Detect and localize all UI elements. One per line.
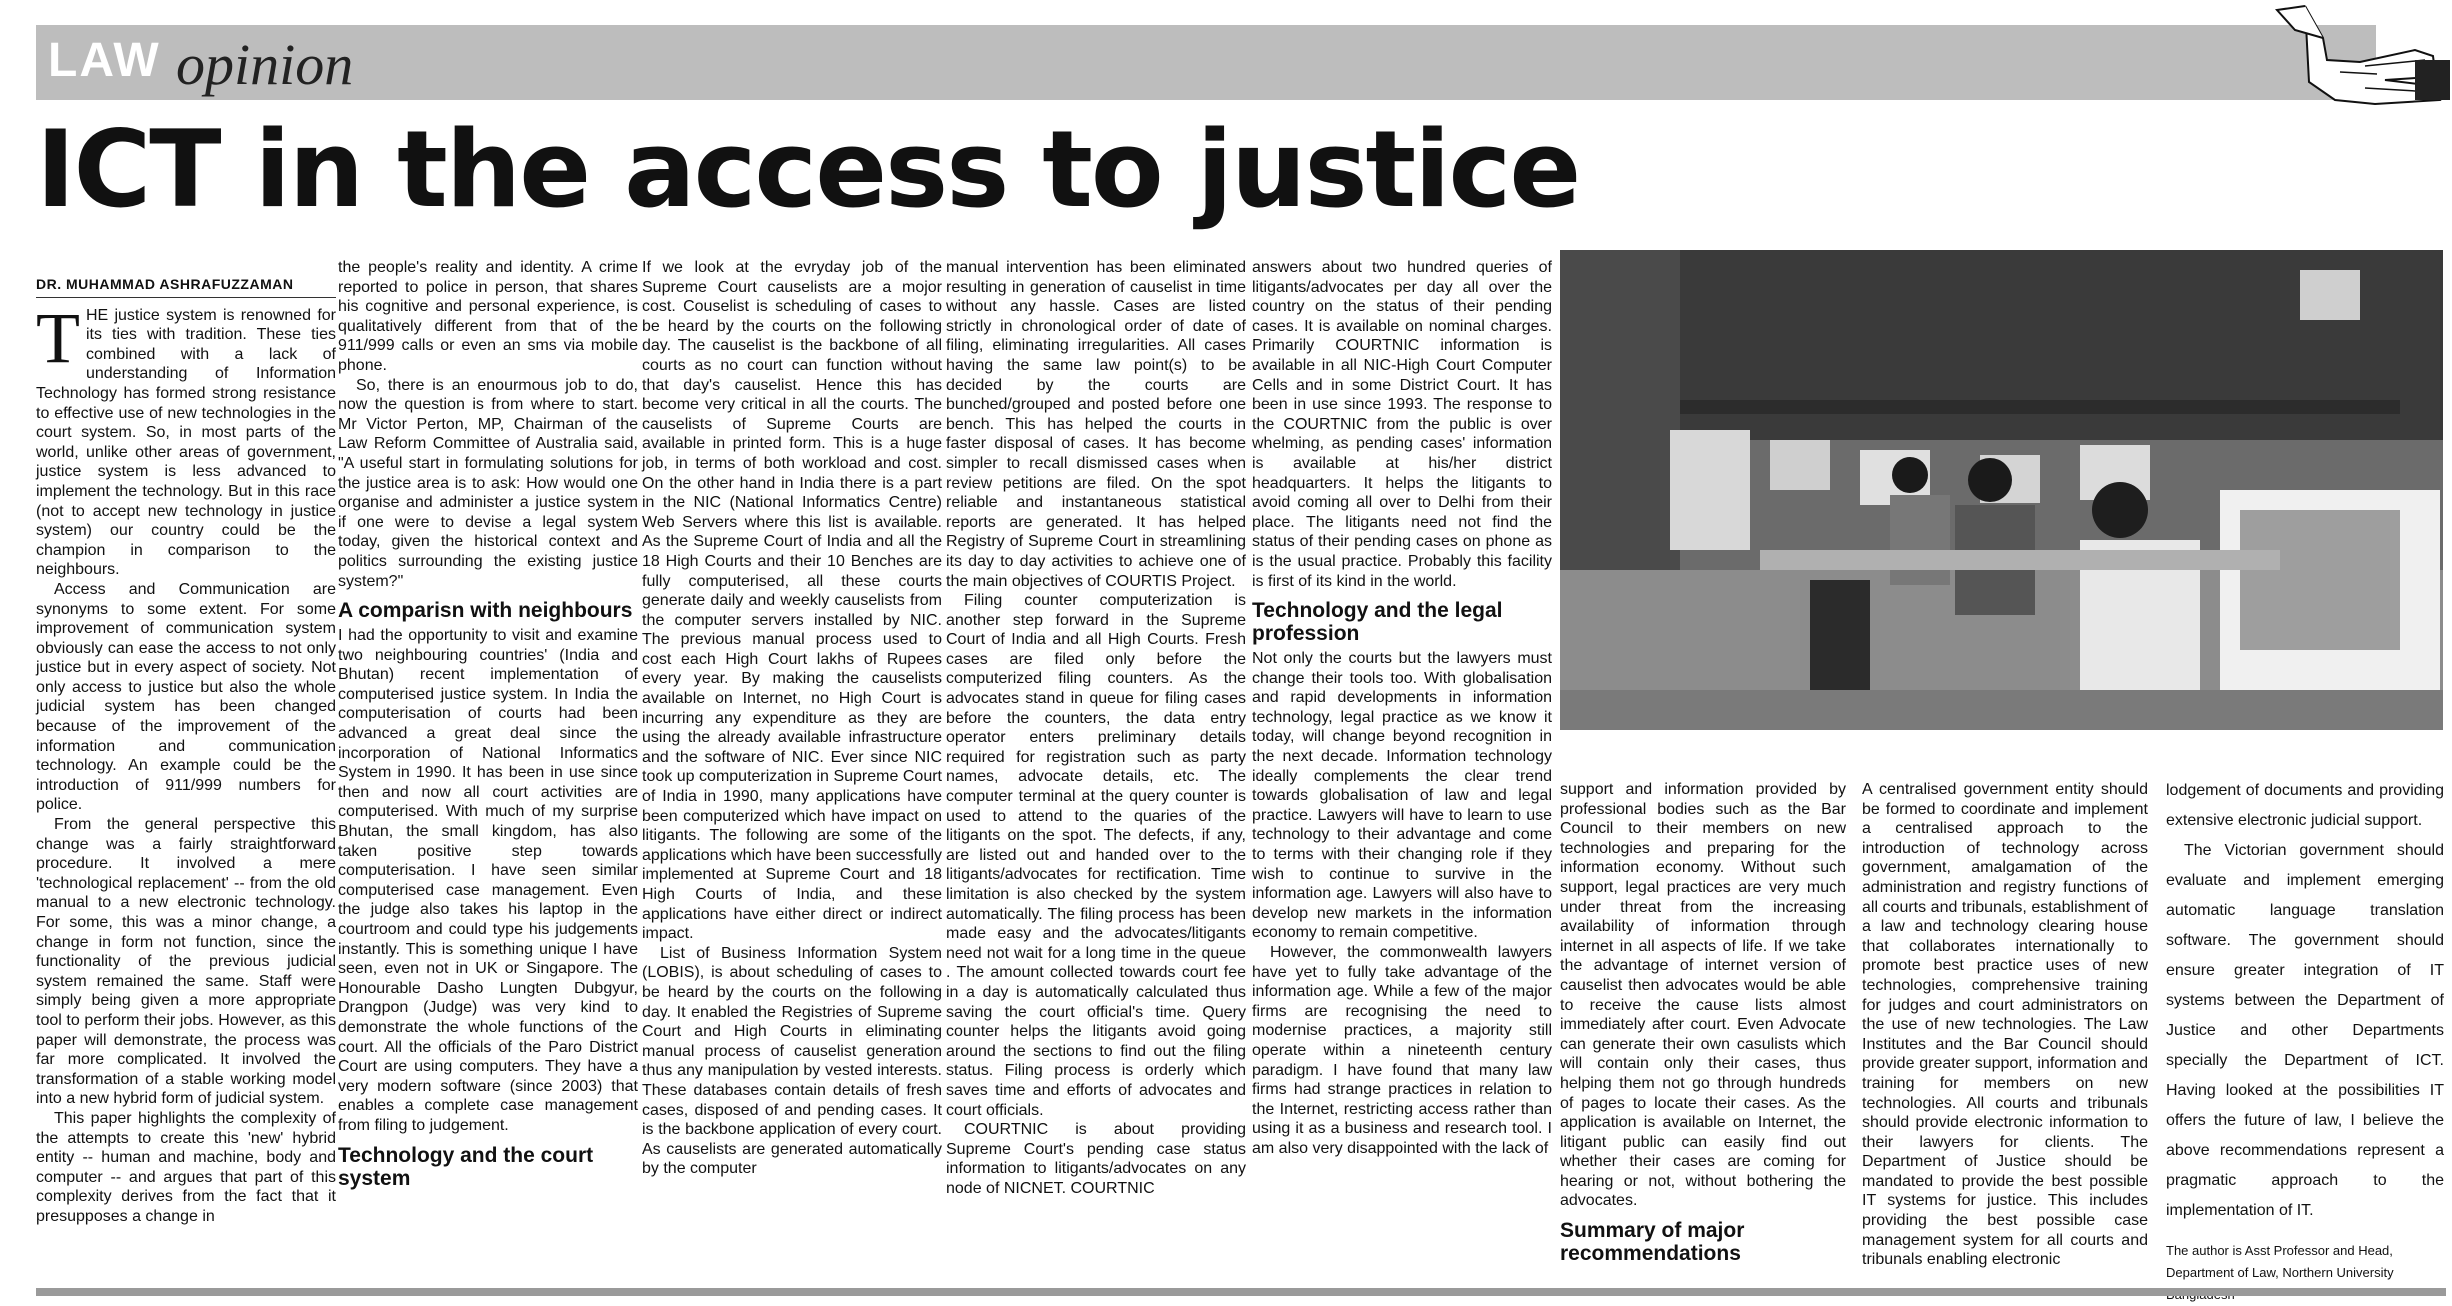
- footer-rule: [36, 1288, 2446, 1296]
- article-column-1: [36, 275, 336, 1227]
- paragraph: A centralised government entity should be formed to coordinate and implement a centralised approach to the introduction of technology across government, amalgamation of the administration and registry functions of all courts and tribunals, establishment of a law and technology clearing house that collaborates internationally to promote best practice uses of new technologies, comprehensive training for judges and court administrators on the use of new technologies. The Law Institutes and the Bar Council should provide greater support, information and training for members on new technologies. All courts and tribunals should provide electronic information to their lawyers for clients. The Department of Justice should be mandated to provide the best possible IT systems for justice. This includes providing the best possible case management system for all courts and tribunals enabling electronic: [1862, 781, 2148, 1269]
- paragraph: Not only the courts but the lawyers must change their tools too. With globalisation and rapid developments in information technology, legal practice as we know it today, will change beyond recognition in the next decade. Information technology ideally complements the clear trend towards globalisation of law and legal practice. Lawyers will have to learn to use technology to their advantage and come to terms with their changing role if they wish to continue to survive in the information age. Lawyers will also have to develop new markets in the information economy to remain competitive.: [1252, 650, 1552, 942]
- paragraph: manual intervention has been eliminated resulting in generation of causelist in time without any hassle. Cases are listed strictly in chronological order of date of filing, eliminating irregularities. All cases having the same law point(s) to be decided by the courts are bunched/grouped and posted before one bench. This has helped the courts in faster disposal of cases. It has become simpler to recall dismissed cases when review petitions are filed. On the spot reliable and instantaneous statistical reports are generated. It has helped Registry of Supreme Court in streamlining its day to day activities to achieve one of the main objectives of COURTIS Project.: [946, 259, 1246, 590]
- section-label-opinion: opinion: [176, 32, 354, 97]
- article-headline: ICT in the access to justice: [36, 108, 1580, 231]
- article-column-8: [2166, 776, 2444, 1306]
- paragraph: This paper highlights the complexity of the attempts to create this 'new' hybrid entity -- human and machine, body and computer -- and argues that part of this complexity derives from the fact that it presupposes a change in: [36, 1109, 336, 1225]
- pointing-hand-icon: [2265, 0, 2450, 110]
- article-column-7: [1862, 780, 2148, 1270]
- paragraph: The Victorian government should evaluate and implement emerging automatic language translation software. The government should ensure greater integration of IT systems between the Department of Justice and other Departments specially the Department of ICT. Having looked at the possibilities IT offers the future of law, I believe the above recommendations represent a pragmatic approach to the implementation of IT.: [2166, 842, 2444, 1219]
- paragraph: If we look at the evryday job of the Supreme Court causelists are a mojor cost. Couselist is scheduling of cases to be heard by the courts on the following day. The causelist is the backbone of all courts as no court can function without that day's causelist. Hence this has become very critical in all the courts. The causelists of Supreme Courts are available in printed form. This is a huge job, in terms of both workload and cost. On the other hand in India there is a part in the NIC (National Informatics Centre) Web Servers where this list is available. As the Supreme Court of India and all the 18 High Courts and their 10 Benches are fully computerised, all these courts generate daily and weekly causelists from the computer servers installed by NIC. The previous manual process used to cost each High Court lakhs of Rupees every year. By making the causelists available on Internet, no High Court is incurring any expenditure as they are using the already available infrastructure and the software of NIC. Ever since NIC took up computerization in Supreme Court of India in 1990, many applications have been computerized which have impact on litigants. The following are some of the applications which have been successfully implemented at Supreme Court and 18 High Courts of India, and these applications have either direct or indirect impact.: [642, 259, 942, 943]
- subhead-court-system: Technology and the court system: [338, 1143, 594, 1190]
- drop-cap: T: [36, 297, 80, 378]
- paragraph: Filing counter computerization is another step forward in the Supreme Court of India and all High Courts. Fresh cases are filed only before the computerized filing counters. As the advocates stand in queue for filing cases before the counters, the data entry operator enters preliminary details required for registration such as party names, advocate details, etc. The computer terminal at the query counter is used to attend to the quaries of the litigants on the spot. The defects, if any, are listed out and handed over to the litigants/advocates for rectification. Time limitation is also checked by the system automatically. The filing process has been made easy and the advocates/litigants need not wait for a long time in the queue . The amount collected towards court fee in a day is automatically calculated thus saving the court official's time. Query counter helps the litigants avoid going around the sections to find out the filing status. Filing process is orderly which saves time and efforts of advocates and court officials.: [946, 592, 1246, 1119]
- byline: DR. MUHAMMAD ASHRAFUZZAMAN: [36, 275, 336, 298]
- paragraph: I had the opportunity to visit and examine two neighbouring countries' (India and Bhutan) recent implementation of computerised justice system. In India the computerisation of courts had been advanced a great deal since the incorporation of National Informatics System in 1990. It has been in use since then and now all court activities are computerised. With much of my surprise Bhutan, the small kingdom, has also taken positive step towards computerisation. I have seen similar computerised case management. Even the judge also takes his laptop in the courtroom and could type his judgements instantly. This is something unique I have seen, even not in UK or Singapore. The Honourable Dasho Lungten Dubgyur, Drangpon (Judge) was very kind to demonstrate the whole functions of the court. All the officials of the Paro District Court are using computers. They have a very modern software (since 2003) that enables a complete case management from filing to judgement.: [338, 627, 638, 1134]
- subhead-comparison: A comparisn with neighbours: [338, 599, 633, 623]
- paragraph: COURTNIC is about providing Supreme Court's pending case status information to litigants/advocates on any node of NICNET. COURTNIC: [946, 1121, 1246, 1197]
- article-column-6: [1560, 780, 1846, 1269]
- paragraph: So, there is an enourmous job to do, now the question is from where to start. Mr Victor Perton, MP, Chairman of the Law Reform Committee of Australia said, "A useful start in formulating solutions for the justice area is to ask: How would one organise and administer a justice system if one were to devise a legal system today, given the historical context and politics surrounding the existing justice system?": [338, 376, 638, 590]
- paragraph: support and information provided by professional bodies such as the Bar Council to their members on new technologies and preparing for the information economy. Without such support, legal practices are very much under threat from the increasing availability of information through internet in all aspects of life. If we take the advantage of internet version of causelist then advocates would be able to receive the cause lists almost immediately after court. Even Advocate can generate their own casulists which will contain only their cases, thus helping them not go through hundreds of pages to locate their cases. As the application is available on Internet, the litigant public can easily find out whether their cases are coming for hearing or not, without bothering the advocates.: [1560, 781, 1846, 1210]
- author-note: The author is Asst Professor and Head, Department of Law, Northern University: [2166, 1243, 2394, 1280]
- subhead-legal-profession: Technology and the legal profession: [1252, 599, 1503, 646]
- section-header-bar: [36, 25, 2376, 100]
- paragraph: List of Business Information System (LOBIS), is about scheduling of cases to be heard by the courts on the following day. It enabled the Registries of Supreme Court and High Courts in eliminating manual process of causelist generation thus any manipulation by vested interests. These databases contain details of fresh cases, disposed of and pending cases. It is the backbone application of every court. As causelists are generated automatically by the computer: [642, 944, 942, 1178]
- article-column-5: [1252, 258, 1552, 1159]
- paragraph: Access and Communication are synonyms to some extent. For some improvement of communication system obviously can ease the access to not only justice but in every aspect of society. Not only access to justice but also the whole judicial system has been changed because of the improvement of the information and communication technology. An example could be the introduction of 911/999 numbers for police.: [36, 580, 336, 814]
- section-label-law: LAW: [48, 34, 161, 87]
- paragraph: HE justice system is renowned for its ties with tradition. These ties combined with a lack of understanding of Information Technology has formed strong resistance to effective use of new technologies in the court system. So, in most parts of the world, unlike other areas of government, justice system is less advanced to implement the technology. But in this race (not to accept new technology in justice system) our country could be the champion in comparison to the neighbours.: [36, 306, 336, 579]
- paragraph: From the general perspective this change was a fairly straightforward procedure. It involved a mere 'technological replacement' -- from the old manual to a new electronic technology. For some, this was a minor change, a change in form not function, since the functionality of the previous judicial system remained the same. Staff were simply being given a more appropriate tool to perform their jobs. However, as this paper will demonstrate, the process was far more complicated. It involved the transformation of a stable working model into a new hybrid form of judicial system.: [36, 816, 336, 1108]
- article-column-4: [946, 258, 1246, 1199]
- article-column-3: [642, 258, 942, 1179]
- paragraph: lodgement of documents and providing extensive electronic judicial support.: [2166, 782, 2444, 829]
- article-column-2: [338, 258, 638, 1194]
- courtroom-computer-photo: [1560, 250, 2443, 730]
- paragraph: the people's reality and identity. A crime reported to police in person, that shares his cognitive and personal experience, is qualitatively different from that of the 911/999 calls or even an sms via mobile phone.: [338, 259, 638, 374]
- subhead-summary: Summary of major recommendations: [1560, 1219, 1745, 1266]
- paragraph: However, the commonwealth lawyers have yet to fully take advantage of the information age. While a few of the major firms are recognising the need to modernise practices, a majority still operate within a nineteenth century paradigm. I have found that many law firms had strange practices in relation to the Internet, restricting access rather than using it as a business and research tool. I am also very disappointed with the lack of: [1252, 944, 1552, 1157]
- paragraph: answers about two hundred queries of litigants/advocates per day all over the country on the status of their pending cases. It is available on nominal charges. Primarily COURTNIC information is available in all NIC-High Court Computer Cells and in some District Court. It has been in use since 1993. The response to the COURTNIC from the public is over whelming, as pending cases' information is available at his/her district headquarters. It helps the litigants to avoid coming all over to Delhi from their place. The litigants need not find the status of their pending cases on phone as is the usual practice. Probably this facility is first of its kind in the world.: [1252, 259, 1552, 590]
- office-photo-illustration: [1560, 250, 2443, 730]
